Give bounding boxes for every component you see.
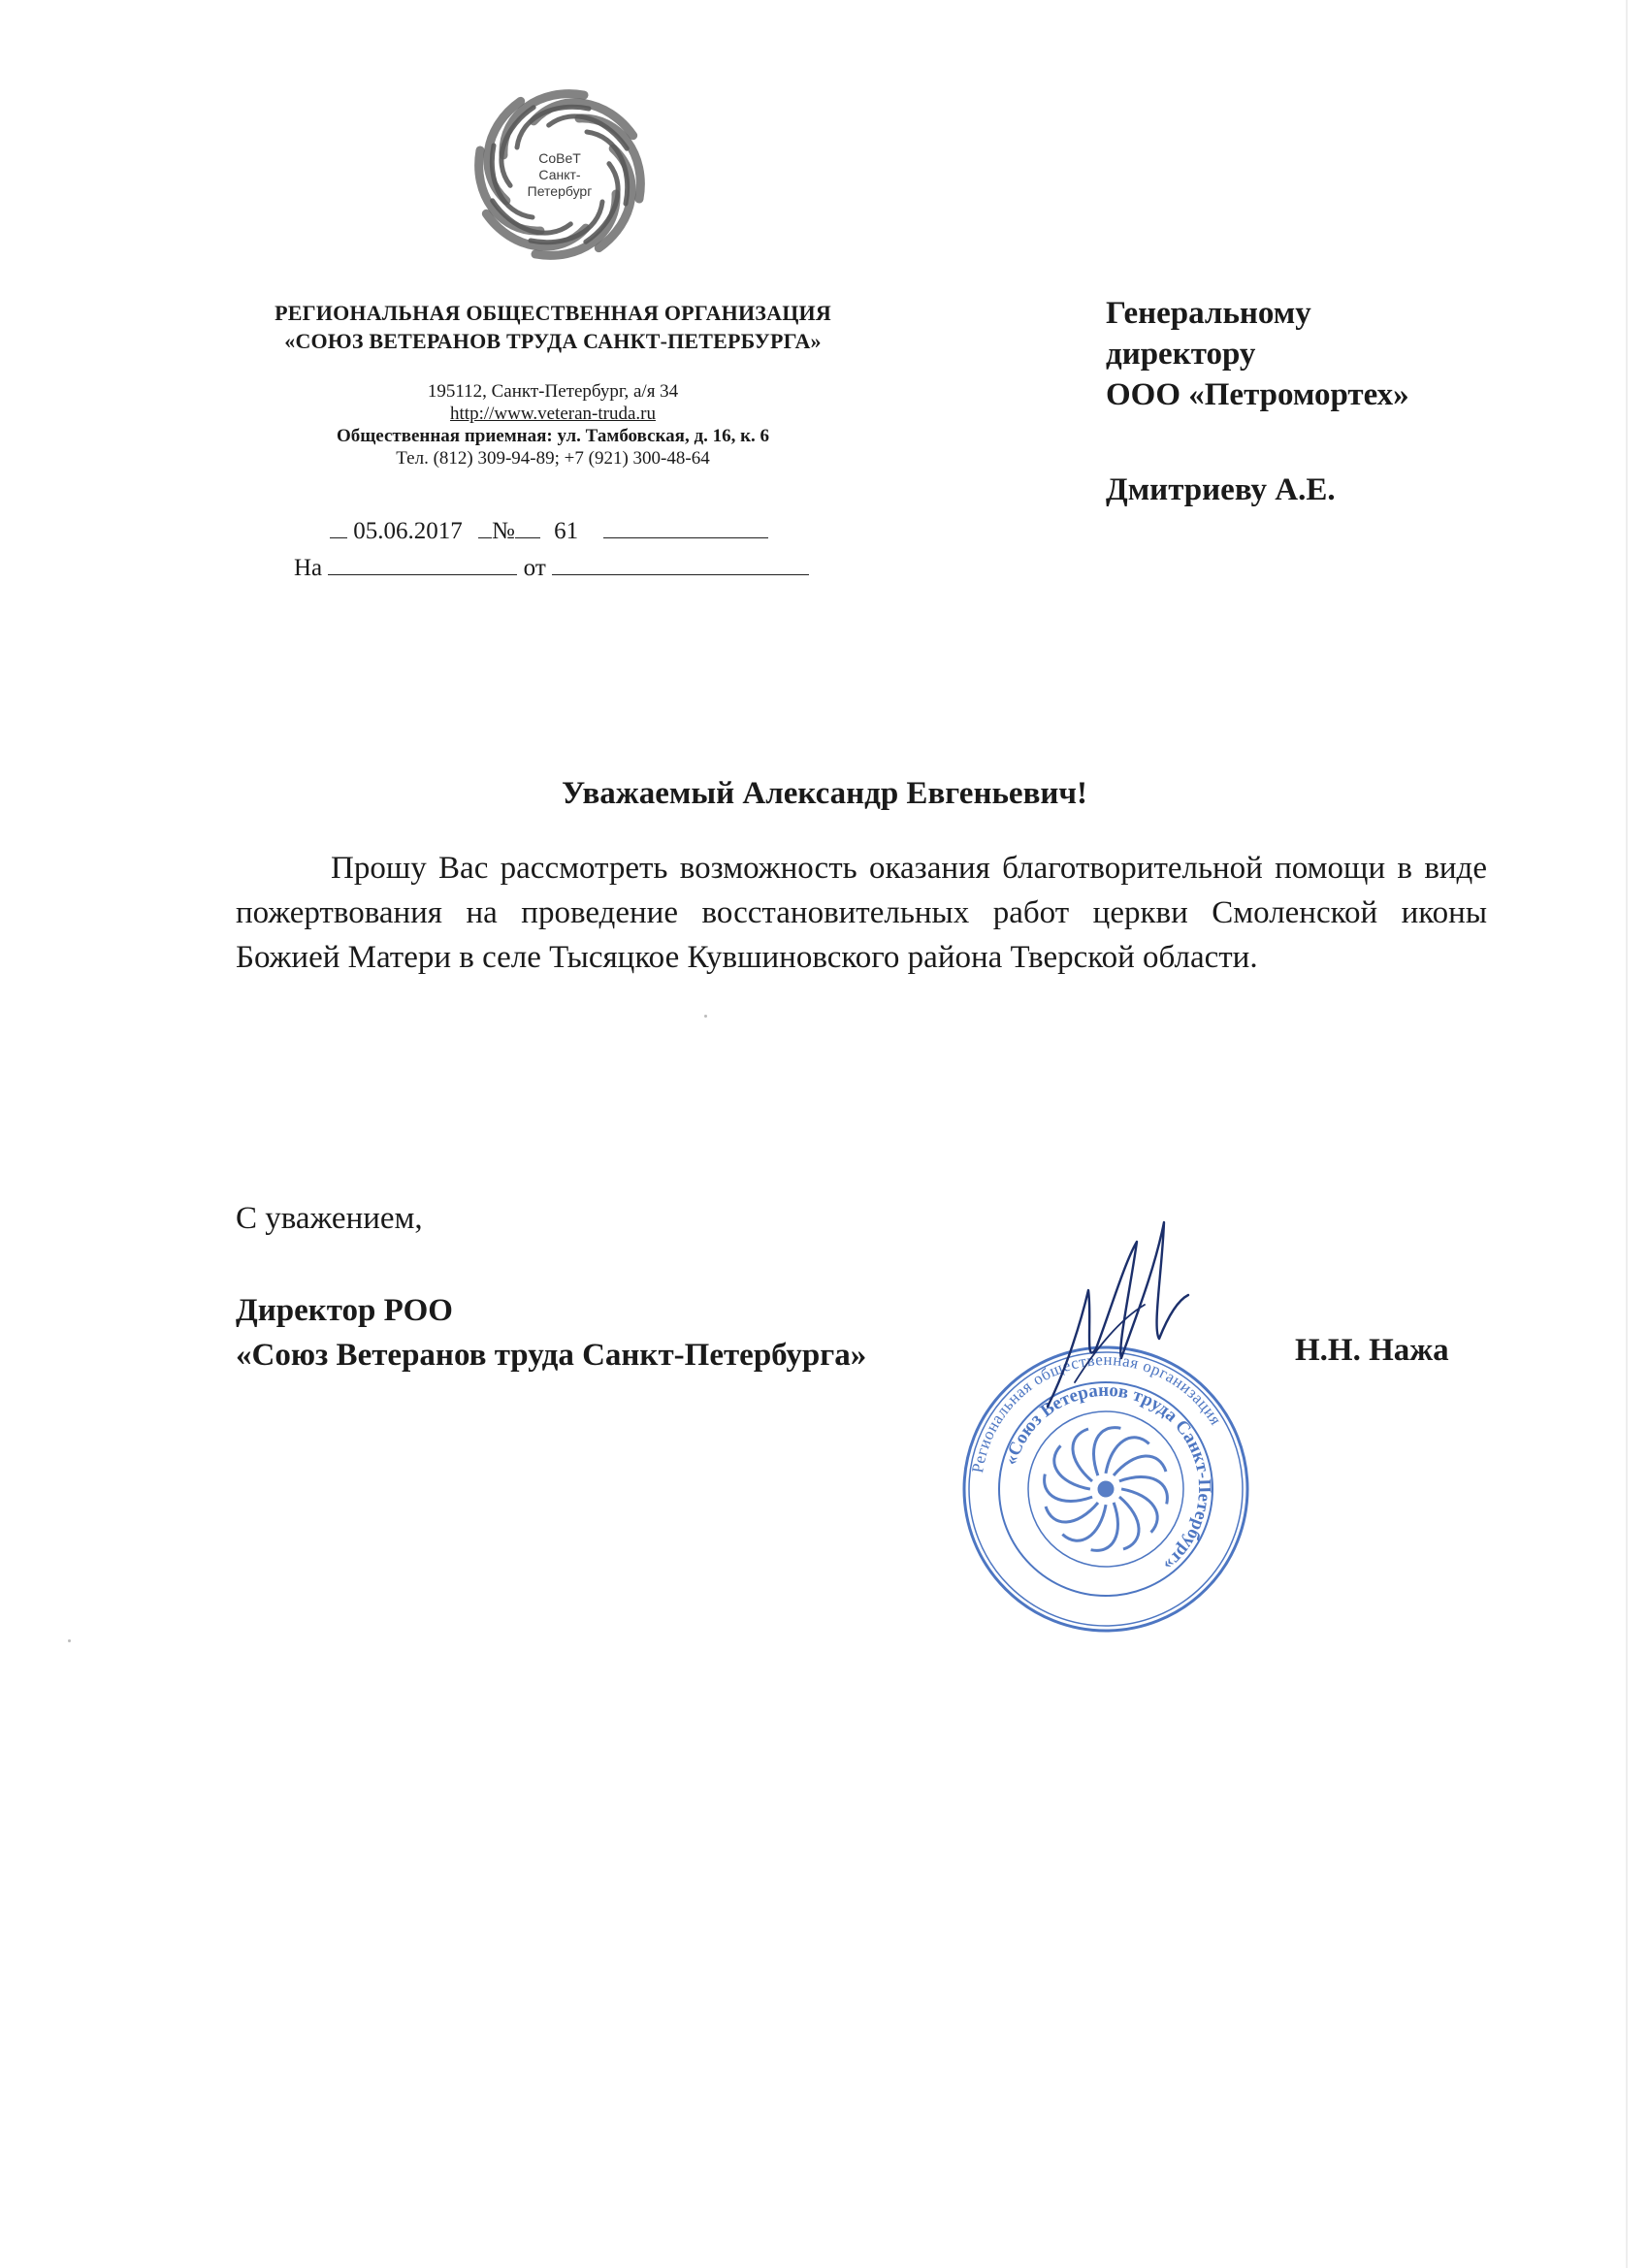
reception-address: ул. Тамбовская, д. 16, к. 6: [557, 426, 770, 446]
signer-block: [236, 1288, 866, 1377]
scan-speck: [704, 1015, 707, 1018]
org-title-line2: «СОЮЗ ВЕТЕРАНОВ ТРУДА САНКТ-ПЕТЕРБУРГА»: [284, 329, 822, 353]
handwritten-signature: [1028, 1203, 1222, 1426]
from-label: от: [523, 555, 546, 581]
recipient-company: ООО «Петромортех»: [1106, 377, 1409, 412]
logo-text-line2: Санкт-: [538, 167, 581, 182]
letter-number: 61: [554, 518, 579, 544]
number-label: №: [492, 518, 515, 544]
reply-to-label: На: [294, 555, 323, 581]
closing: С уважением,: [236, 1201, 423, 1236]
reception-address-line: [184, 425, 922, 447]
signer-position-line2: «Союз Ветеранов труда Санкт-Петербурга»: [236, 1338, 867, 1373]
stamp-inner-text: «Союз Ветеранов труда Санкт-Петербург»: [1000, 1379, 1215, 1575]
reply-reference-line: [294, 551, 809, 582]
logo-text-line3: Петербург: [527, 183, 593, 199]
logo-text-line1: СоВеТ: [538, 150, 581, 166]
page-edge: [1626, 0, 1628, 2268]
organization-header: [184, 299, 922, 470]
signer-name: Н.Н. Нажа: [1295, 1333, 1449, 1368]
salutation: Уважаемый Александр Евгеньевич!: [561, 776, 1088, 811]
reception-label: Общественная приемная:: [336, 426, 553, 446]
org-title-line1: РЕГИОНАЛЬНАЯ ОБЩЕСТВЕННАЯ ОРГАНИЗАЦИЯ: [275, 301, 831, 325]
stamp-swirl-emblem: [1037, 1420, 1174, 1557]
recipient-name: Дмитриеву А.Е.: [1106, 472, 1336, 507]
signer-position-line1: Директор РОО: [236, 1293, 453, 1328]
organization-logo: [451, 78, 669, 272]
postal-address: 195112, Санкт-Петербург, а/я 34: [427, 381, 679, 402]
letter-date: 05.06.2017: [353, 518, 463, 544]
website-link[interactable]: http://www.veteran-truda.ru: [450, 404, 656, 424]
recipient-block: [1106, 293, 1409, 415]
recipient-line1: Генеральному: [1106, 296, 1311, 331]
stamp-outer-text: Региональная общественная организация: [968, 1349, 1226, 1474]
letter-body: Прошу Вас рассмотреть возможность оказания благотворительной помощи в виде пожертвования на проведение восстановительных работ церкви Смоленской иконы Божией Матери в селе Тысяцкое Кувшиновского района Тверской области.: [236, 851, 1487, 975]
registration-line: [330, 514, 768, 545]
phone-numbers: Тел. (812) 309-94-89; +7 (921) 300-48-64: [396, 448, 710, 469]
scan-speck: [68, 1639, 71, 1642]
recipient-line2: директору: [1106, 337, 1256, 372]
